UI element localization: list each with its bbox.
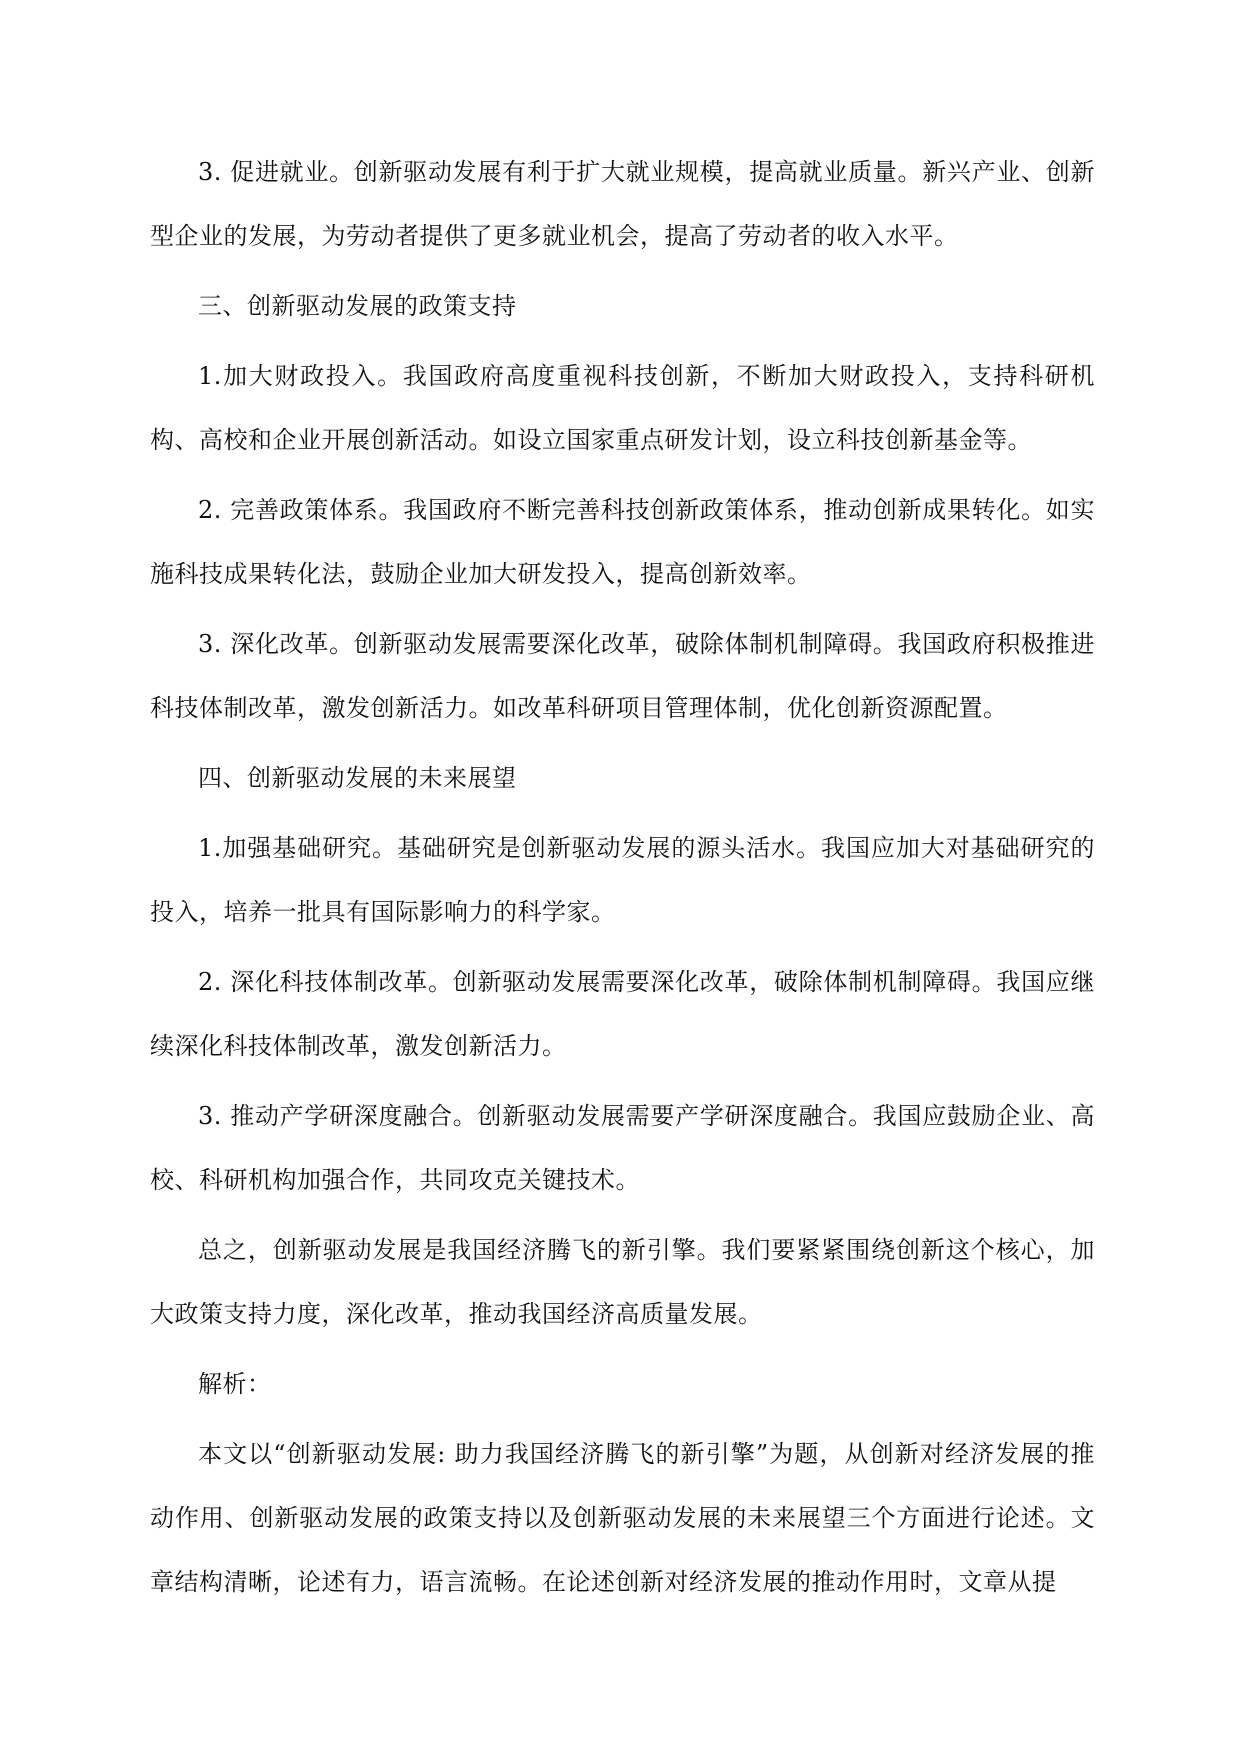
section-heading-future-outlook: 四、创新驱动发展的未来展望 (198, 764, 517, 792)
paragraph-tech-system-reform: 2. 深化科技体制改革。创新驱动发展需要深化改革，破除体制机制障碍。我国应继续深化科技体制改革，激发创新活力。 (150, 968, 1095, 1060)
paragraph-deepen-reform: 3. 深化改革。创新驱动发展需要深化改革，破除体制机制障碍。我国政府积极推进科技体制改革，激发创新活力。如改革科研项目管理体制，优化创新资源配置。 (150, 630, 1095, 722)
paragraph-basic-research: 1.加强基础研究。基础研究是创新驱动发展的源头活水。我国应加大对基础研究的投入，培养一批具有国际影响力的科学家。 (150, 834, 1095, 926)
section-heading-policy-support: 三、创新驱动发展的政策支持 (198, 292, 517, 320)
paragraph-employment: 3. 促进就业。创新驱动发展有利于扩大就业规模，提高就业质量。新兴产业、创新型企业的发展，为劳动者提供了更多就业机会，提高了劳动者的收入水平。 (150, 158, 1095, 250)
paragraph-conclusion: 总之，创新驱动发展是我国经济腾飞的新引擎。我们要紧紧围绕创新这个核心，加大政策支持力度，深化改革，推动我国经济高质量发展。 (150, 1236, 1095, 1328)
document-body (150, 140, 1095, 1620)
paragraph-industry-academia-research: 3. 推动产学研深度融合。创新驱动发展需要产学研深度融合。我国应鼓励企业、高校、科研机构加强合作，共同攻克关键技术。 (150, 1102, 1095, 1194)
analysis-heading: 解析： (198, 1370, 272, 1398)
paragraph-policy-system: 2. 完善政策体系。我国政府不断完善科技创新政策体系，推动创新成果转化。如实施科技成果转化法，鼓励企业加大研发投入，提高创新效率。 (150, 496, 1095, 588)
paragraph-fiscal-investment: 1.加大财政投入。我国政府高度重视科技创新，不断加大财政投入，支持科研机构、高校和企业开展创新活动。如设立国家重点研发计划，设立科技创新基金等。 (150, 362, 1095, 454)
paragraph-analysis: 本文以“创新驱动发展: 助力我国经济腾飞的新引擎”为题，从创新对经济发展的推动作用、创新驱动发展的政策支持以及创新驱动发展的未来展望三个方面进行论述。文章结构清晰，论述有力，语言流畅。在论述创新对经济发展的推动作用时，文章从提 (150, 1440, 1095, 1596)
